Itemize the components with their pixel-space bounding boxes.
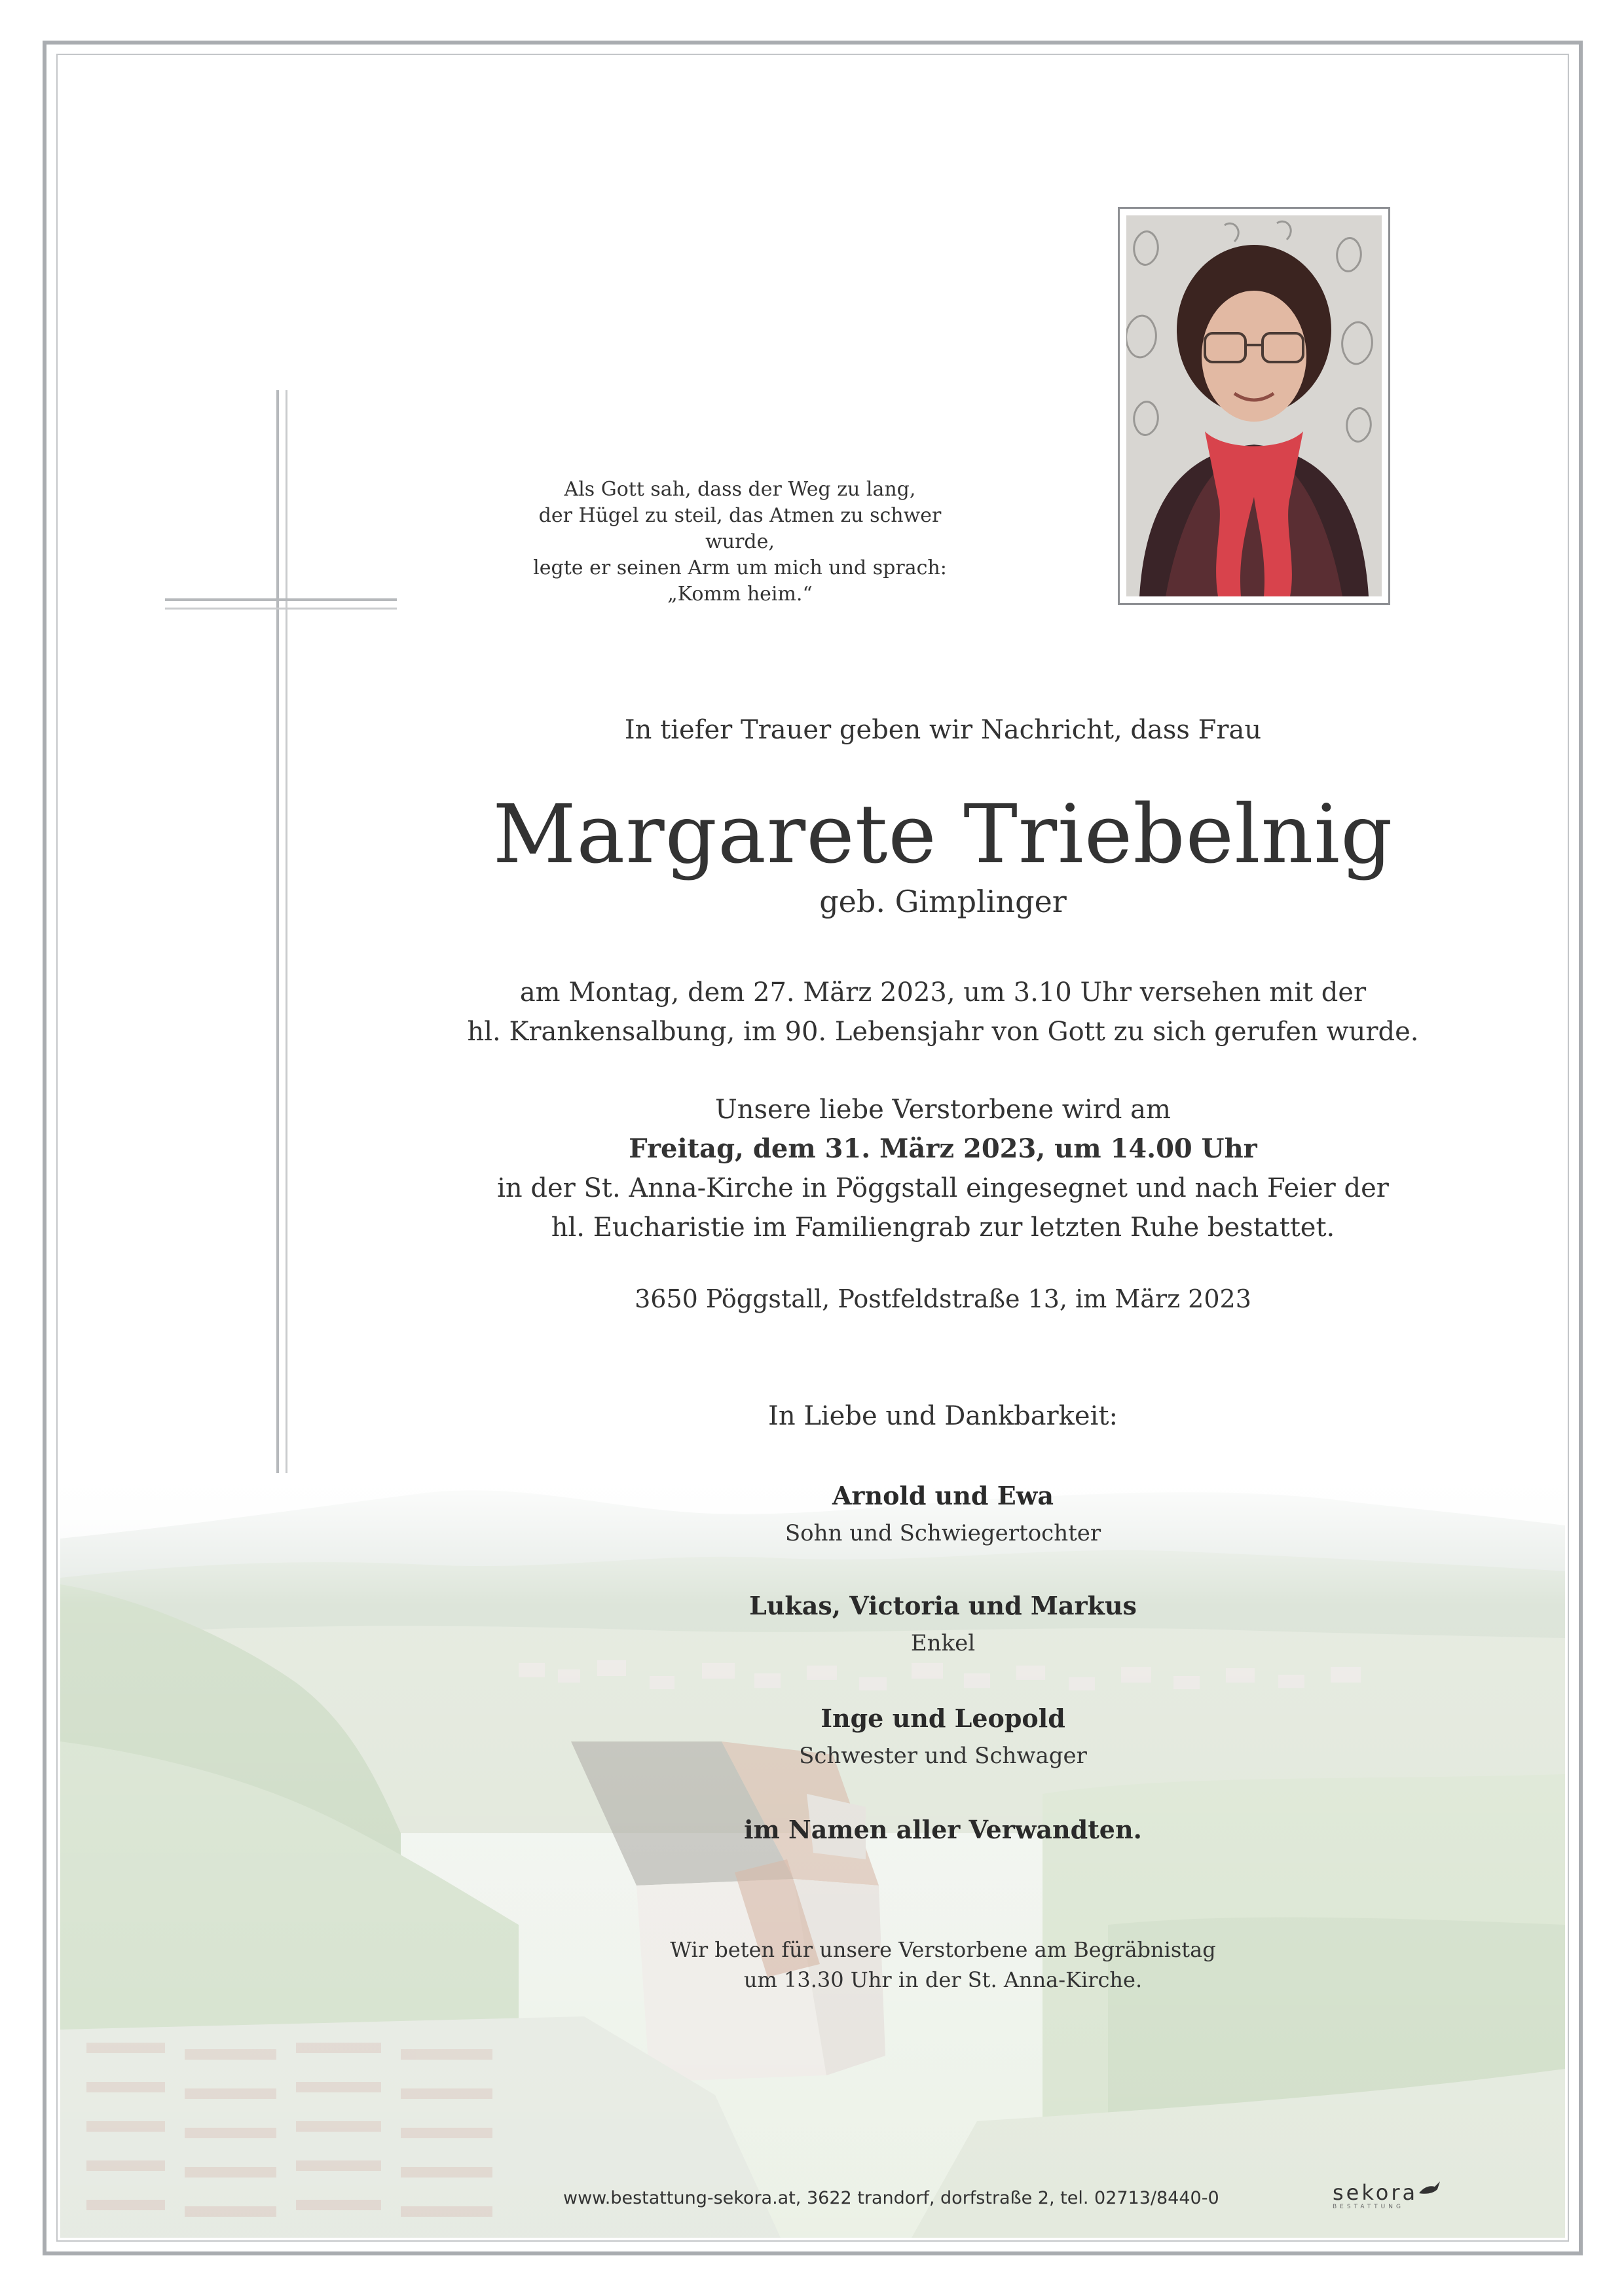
address-line: 3650 Pöggstall, Postfeldstraße 13, im März 2023 bbox=[635, 1285, 1251, 1313]
cross-vertical-bar-shadow bbox=[286, 390, 287, 1473]
deceased-name: Margarete Triebelnig bbox=[492, 788, 1393, 882]
mourner-names: Arnold und Ewa bbox=[832, 1481, 1054, 1510]
maiden-name: geb. Gimplinger bbox=[819, 884, 1067, 919]
prayer-request bbox=[537, 1935, 1349, 1995]
death-notice bbox=[419, 973, 1467, 1051]
mourner-names: Inge und Leopold bbox=[821, 1704, 1065, 1733]
funeral-notice bbox=[419, 1090, 1467, 1247]
poem-line: legte er seinen Arm um mich und sprach: bbox=[533, 556, 947, 579]
cross-vertical-bar bbox=[276, 390, 279, 1473]
poem-line: Als Gott sah, dass der Weg zu lang, bbox=[564, 478, 916, 501]
poem-line: „Komm heim.“ bbox=[667, 583, 813, 606]
funeral-date: Freitag, dem 31. März 2023, um 14.00 Uhr bbox=[629, 1133, 1257, 1164]
logo-subtext: BESTATTUNG bbox=[1333, 2204, 1404, 2210]
sekora-logo bbox=[1333, 2180, 1444, 2210]
funeral-notice-line: Unsere liebe Verstorbene wird am bbox=[715, 1095, 1171, 1125]
mourners-heading: In Liebe und Dankbarkeit: bbox=[768, 1401, 1118, 1431]
cross-horizontal-bar-shadow bbox=[165, 608, 397, 610]
landscape-background-image bbox=[60, 1467, 1565, 2238]
prayer-request-line: um 13.30 Uhr in der St. Anna-Kirche. bbox=[743, 1967, 1143, 1992]
announcement-intro: In tiefer Trauer geben wir Nachricht, dass Frau bbox=[624, 715, 1262, 745]
prayer-request-line: Wir beten für unsere Verstorbene am Begräbnistag bbox=[670, 1937, 1216, 1962]
mourner-relation: Enkel bbox=[910, 1630, 976, 1656]
mourner-relation: Sohn und Schwiegertochter bbox=[784, 1520, 1101, 1546]
cross-horizontal-bar bbox=[165, 598, 397, 601]
bird-icon bbox=[1418, 2180, 1441, 2197]
portrait-photo bbox=[1118, 207, 1390, 605]
death-notice-line: hl. Krankensalbung, im 90. Lebensjahr von Gott zu sich gerufen wurde. bbox=[467, 1017, 1419, 1047]
footer-contact: www.bestattung-sekora.at, 3622 trandorf, dorfstraße 2, tel. 02713/8440-0 bbox=[563, 2188, 1219, 2208]
poem bbox=[511, 477, 969, 608]
funeral-notice-line: in der St. Anna-Kirche in Pöggstall eingesegnet und nach Feier der bbox=[497, 1173, 1389, 1203]
poem-line: der Hügel zu steil, das Atmen zu schwer wurde, bbox=[538, 504, 942, 553]
mourners-closing: im Namen aller Verwandten. bbox=[744, 1815, 1142, 1844]
death-notice-line: am Montag, dem 27. März 2023, um 3.10 Uhr versehen mit der bbox=[519, 977, 1367, 1008]
logo-wordmark: sekora bbox=[1333, 2180, 1418, 2205]
funeral-notice-line: hl. Eucharistie im Familiengrab zur letzten Ruhe bestattet. bbox=[551, 1212, 1335, 1243]
mourner-names: Lukas, Victoria und Markus bbox=[749, 1591, 1137, 1620]
mourner-relation: Schwester und Schwager bbox=[799, 1743, 1087, 1769]
